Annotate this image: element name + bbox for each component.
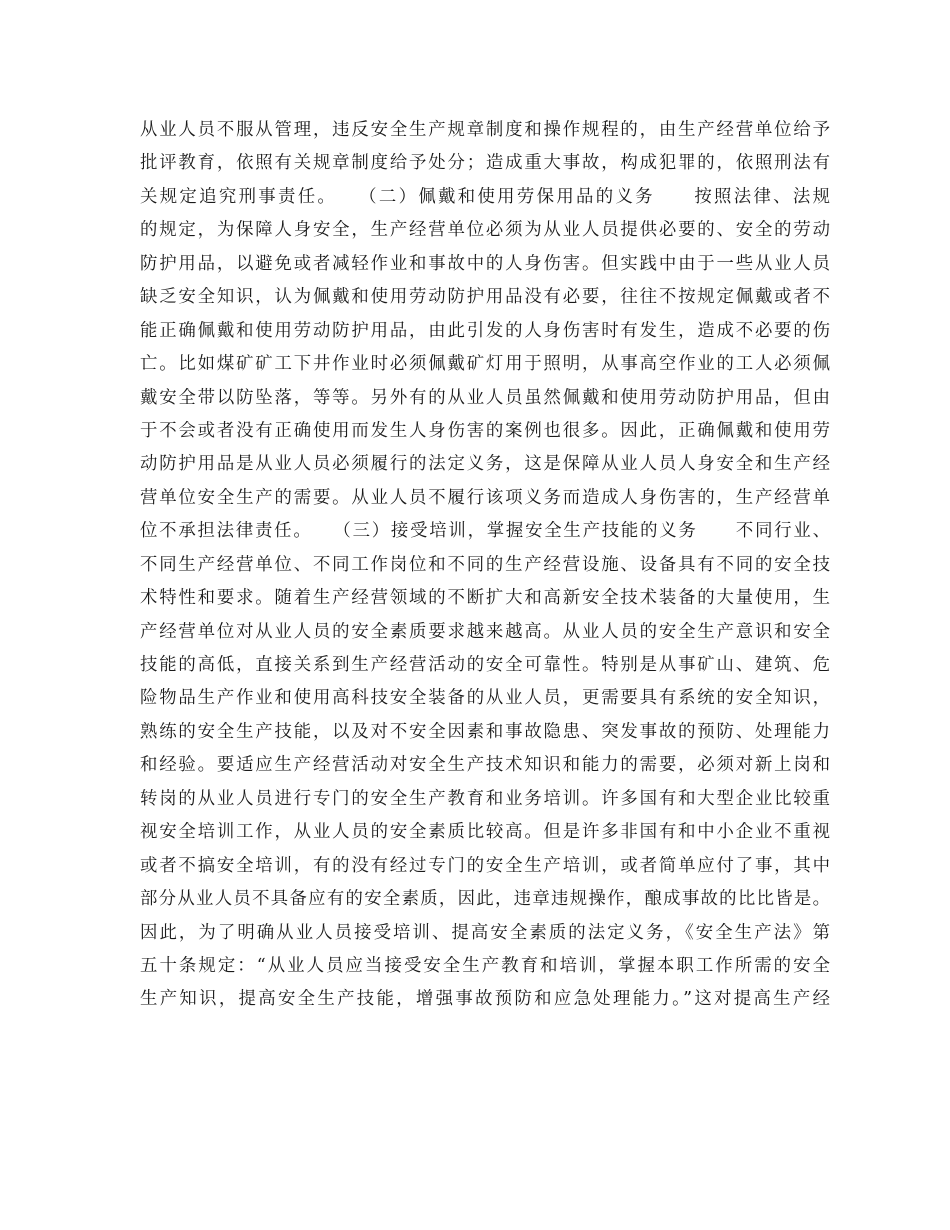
text-line: 因此，为了明确从业人员接受培训、提高安全素质的法定义务，《安全生产法》第 xyxy=(140,922,830,943)
text-line: 视安全培训工作，从业人员的安全素质比较高。但是许多非国有和中小企业不重视 xyxy=(140,822,830,843)
body-text xyxy=(140,114,830,1017)
text-line: 位不承担法律责任。 （三）接受培训，掌握安全生产技能的义务 不同行业、 xyxy=(140,521,830,542)
text-line: 转岗的从业人员进行专门的安全生产教育和业务培训。许多国有和大型企业比较重 xyxy=(140,788,830,809)
text-line: 防护用品，以避免或者减轻作业和事故中的人身伤害。但实践中由于一些从业人员 xyxy=(140,253,830,274)
text-line: 批评教育，依照有关规章制度给予处分；造成重大事故，构成犯罪的，依照刑法有 xyxy=(140,153,830,174)
text-line: 亡。比如煤矿矿工下井作业时必须佩戴矿灯用于照明，从事高空作业的工人必须佩 xyxy=(140,354,830,375)
text-line: 和经验。要适应生产经营活动对安全生产技术知识和能力的需要，必须对新上岗和 xyxy=(140,755,830,776)
text-line: 险物品生产作业和使用高科技安全装备的从业人员，更需要具有系统的安全知识， xyxy=(140,688,830,709)
text-line: 营单位安全生产的需要。从业人员不履行该项义务而造成人身伤害的，生产经营单 xyxy=(140,487,830,508)
text-line: 戴安全带以防坠落，等等。另外有的从业人员虽然佩戴和使用劳动防护用品，但由 xyxy=(140,387,830,408)
text-line: 的规定，为保障人身安全，生产经营单位必须为从业人员提供必要的、安全的劳动 xyxy=(140,220,830,241)
text-line: 产经营单位对从业人员的安全素质要求越来越高。从业人员的安全生产意识和安全 xyxy=(140,621,830,642)
text-line: 关规定追究刑事责任。 （二）佩戴和使用劳保用品的义务 按照法律、法规 xyxy=(140,186,830,207)
text-line: 不同生产经营单位、不同工作岗位和不同的生产经营设施、设备具有不同的安全技 xyxy=(140,554,830,575)
text-line: 五十条规定：“从业人员应当接受安全生产教育和培训，掌握本职工作所需的安全 xyxy=(140,955,830,976)
text-line: 或者不搞安全培训，有的没有经过专门的安全生产培训，或者简单应付了事，其中 xyxy=(140,855,830,876)
text-line: 能正确佩戴和使用劳动防护用品，由此引发的人身伤害时有发生，造成不必要的伤 xyxy=(140,320,830,341)
text-line: 生产知识，提高安全生产技能，增强事故预防和应急处理能力。”这对提高生产经 xyxy=(140,989,830,1010)
text-line: 熟练的安全生产技能，以及对不安全因素和事故隐患、突发事故的预防、处理能力 xyxy=(140,721,830,742)
text-line: 从业人员不服从管理，违反安全生产规章制度和操作规程的，由生产经营单位给予 xyxy=(140,120,830,140)
text-line: 动防护用品是从业人员必须履行的法定义务，这是保障从业人员人身安全和生产经 xyxy=(140,454,830,475)
text-line: 缺乏安全知识，认为佩戴和使用劳动防护用品没有必要，往往不按规定佩戴或者不 xyxy=(140,287,830,308)
text-line: 于不会或者没有正确使用而发生人身伤害的案例也很多。因此，正确佩戴和使用劳 xyxy=(140,420,830,441)
text-line: 部分从业人员不具备应有的安全素质，因此，违章违规操作，酿成事故的比比皆是。 xyxy=(140,889,830,910)
text-line: 技能的高低，直接关系到生产经营活动的安全可靠性。特别是从事矿山、建筑、危 xyxy=(140,655,830,675)
text-line: 术特性和要求。随着生产经营领域的不断扩大和高新安全技术装备的大量使用，生 xyxy=(140,588,830,609)
